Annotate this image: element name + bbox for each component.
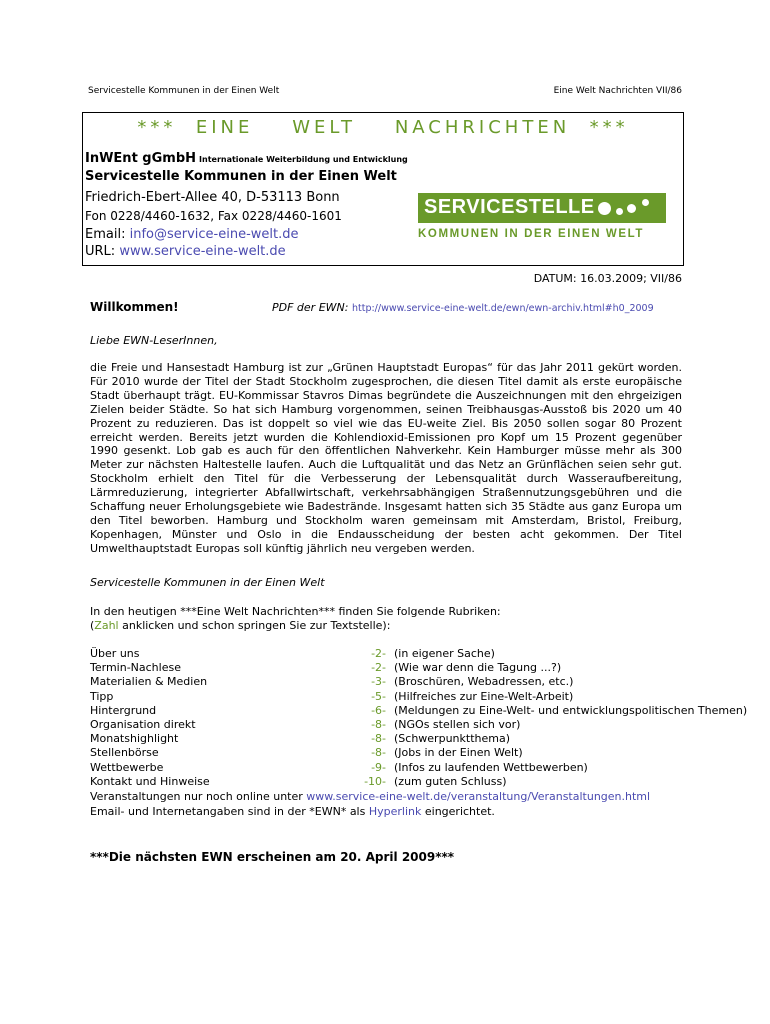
- toc-intro: In den heutigen ***Eine Welt Nachrichten*** finden Sie folgende Rubriken:: [90, 605, 501, 618]
- pdf-label: PDF der EWN:: [272, 301, 352, 314]
- toc-section-name: Materialien & Medien: [90, 675, 208, 689]
- salutation: Liebe EWN-LeserInnen,: [90, 334, 218, 347]
- toc-section-name: Wettbewerbe: [90, 760, 164, 774]
- running-header-right: Eine Welt Nachrichten VII/86: [553, 86, 682, 96]
- issue-date: DATUM: 16.03.2009; VII/86: [533, 272, 682, 285]
- toc-section-desc: (Hilfreiches zur Eine-Welt-Arbeit): [394, 689, 574, 703]
- toc-section-desc: (Wie war denn die Tagung ...?): [394, 661, 562, 675]
- masthead-box: [82, 112, 684, 266]
- toc-page-link[interactable]: -8-: [371, 732, 386, 746]
- toc-row: [90, 761, 710, 775]
- toc-row: [90, 703, 748, 718]
- zahl-link[interactable]: Zahl: [94, 619, 119, 632]
- logo-dot-medium: [627, 204, 636, 213]
- toc-section-name: Monatshighlight: [90, 732, 179, 746]
- toc-section-desc: (Jobs in der Einen Welt): [394, 746, 523, 760]
- toc-row: [90, 675, 710, 689]
- logo-wordmark: SERVICESTELLE: [424, 196, 595, 218]
- toc-page-link[interactable]: -2-: [371, 647, 386, 660]
- toc-section-desc: (Infos zu laufenden Wettbewerben): [394, 760, 588, 774]
- toc-section-desc: (Meldungen zu Eine-Welt- und entwicklungspolitischen Themen): [394, 703, 748, 717]
- url-label: URL:: [85, 244, 120, 259]
- events-link[interactable]: www.service-eine-welt.de/veranstaltung/Veranstaltungen.html: [306, 790, 651, 803]
- toc-row: [90, 647, 710, 661]
- next-issue-note: ***Die nächsten EWN erscheinen am 20. April 2009***: [90, 850, 455, 864]
- newsletter-title: *** EINE WELT NACHRICHTEN ***: [137, 117, 629, 138]
- logo-dot-large: [598, 202, 611, 215]
- hyperlink-word[interactable]: Hyperlink: [368, 805, 422, 818]
- toc-section-desc: (zum guten Schluss): [394, 774, 507, 788]
- servicestelle-logo: [418, 193, 666, 223]
- toc-page-link[interactable]: -8-: [371, 746, 386, 760]
- logo-dot-small: [616, 208, 623, 215]
- toc-page-link[interactable]: -9-: [371, 760, 386, 774]
- toc-row: [90, 718, 710, 732]
- toc-section-desc: (in eigener Sache): [394, 647, 495, 660]
- running-header-left: Servicestelle Kommunen in der Einen Welt: [88, 86, 280, 96]
- toc-section-name: Kontakt und Hinweise: [90, 774, 210, 788]
- pdf-line: [272, 301, 654, 314]
- events-line: Veranstaltungen nur noch online unter www.service-eine-welt.de/veranstaltung/Veranstaltungen.html: [90, 790, 651, 803]
- toc-section-desc: (Broschüren, Webadressen, etc.): [394, 675, 574, 689]
- toc-page-link[interactable]: -8-: [371, 717, 386, 731]
- toc-row: [90, 690, 710, 704]
- url-line: [85, 244, 286, 259]
- org-name: InWEnt gGmbH: [85, 151, 197, 166]
- toc-row: [90, 732, 710, 746]
- email-line: [85, 227, 299, 242]
- department-name: Servicestelle Kommunen in der Einen Welt: [85, 169, 397, 184]
- toc-page-link[interactable]: -10-: [364, 774, 386, 788]
- logo-subtitle: KOMMUNEN IN DER EINEN WELT: [418, 228, 645, 240]
- toc-section-desc: (NGOs stellen sich vor): [394, 717, 521, 731]
- toc-section-desc: (Schwerpunktthema): [394, 732, 510, 746]
- toc-row: [90, 746, 710, 760]
- toc-section-name: Hintergrund: [90, 703, 157, 717]
- toc-section-name: Termin-Nachlese: [90, 661, 181, 675]
- welcome-heading: Willkommen!: [90, 300, 179, 314]
- toc-page-link[interactable]: -6-: [371, 703, 386, 717]
- email-label: Email:: [85, 227, 130, 242]
- article-body: die Freie und Hansestadt Hamburg ist zur „Grünen Hauptstadt Europas“ für das Jahr 2011 gekürt worden. Für 2010 wurde der Titel der Stadt Stockholm zugesprochen, die diesen Titel damit als erste europäische Stadt überhaupt trägt. EU-Kommissar Stavros Dimas begründete die Auszeichnungen mit den ehrgeizigen Zielen beider Städte. So hat sich Hamburg vorgenommen, seinen Treibhausgas-Ausstoß bis 2020 um 40 Prozent zu reduzieren. Das ist doppelt so viel wie das EU-weite Ziel. Bis 2050 sollen sogar 80 Prozent erreicht werden. Bereits jetzt wurden die Kohlendioxid-Emissionen pro Kopf um 15 Prozent gegenüber 1990 gesenkt. Lob gab es auch für den öffentlichen Nahverkehr. Kein Hamburger müsse mehr als 300 Meter zur nächsten Haltestelle laufen. Auch die Luftqualität und das Netz an Grünflächen seien sehr gut. Stockholm erhielt den Titel für die Verbesserung der Lebensqualität durch Wasseraufbereitung, Lärmreduzierung, integrierter Abfallwirtschaft, verkehrsabhängigen Straßennutzungsgebühren und die Schaffung neuer Erholungsgebiete wie Badestrände. Insgesamt hatten sich 35 Städte aus ganz Europa um den Titel beworben. Hamburg und Stockholm waren gemeinsam mit Amsterdam, Bristol, Freiburg, Kopenhagen, Münster und Oslo in die Endausscheidung der besten acht gekommen. Der Titel Umwelthauptstadt Europas soll künftig jährlich neu vergeben werden.: [90, 361, 682, 555]
- phone-fax: Fon 0228/4460-1632, Fax 0228/4460-1601: [85, 209, 342, 223]
- pdf-archive-link[interactable]: http://www.service-eine-welt.de/ewn/ewn-archiv.html#h0_2009: [351, 303, 654, 314]
- table-of-contents: [90, 647, 748, 789]
- toc-instruction: (Zahl anklicken und schon springen Sie zur Textstelle):: [90, 619, 391, 632]
- toc-row: [90, 775, 710, 789]
- toc-page-link[interactable]: -2-: [371, 661, 386, 675]
- toc-page-link[interactable]: -5-: [371, 689, 386, 703]
- toc-section-name: Organisation direkt: [90, 717, 196, 731]
- toc-page-link[interactable]: -3-: [371, 675, 386, 689]
- website-link[interactable]: www.service-eine-welt.de: [119, 244, 286, 259]
- toc-section-name: Über uns: [90, 647, 140, 660]
- org-line: [85, 151, 408, 166]
- logo-dot-top: [642, 199, 649, 206]
- org-tagline: Internationale Weiterbildung und Entwicklung: [199, 155, 408, 164]
- email-link[interactable]: info@service-eine-welt.de: [129, 227, 299, 242]
- postal-address: Friedrich-Ebert-Allee 40, D-53113 Bonn: [85, 190, 340, 205]
- signature: Servicestelle Kommunen in der Einen Welt: [90, 576, 325, 589]
- toc-section-name: Tipp: [90, 689, 114, 703]
- hyperlink-note: Email- und Internetangaben sind in der *EWN* als Hyperlink eingerichtet.: [90, 805, 495, 818]
- toc-row: [90, 661, 710, 675]
- toc-section-name: Stellenbörse: [90, 746, 159, 760]
